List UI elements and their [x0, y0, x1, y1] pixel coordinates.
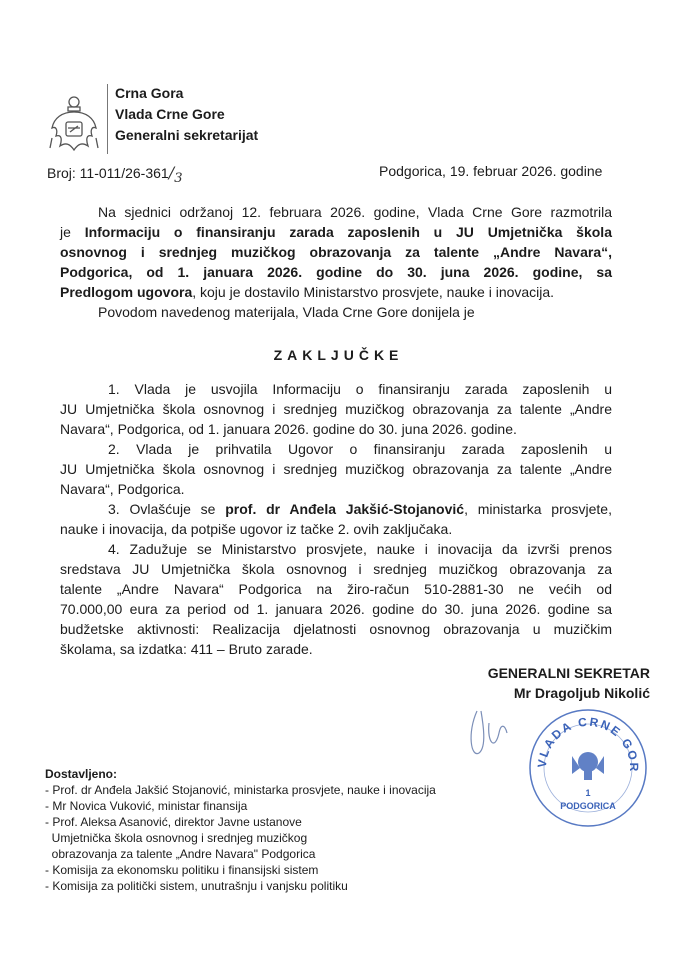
text: školama, sa izdatka: 411 – Bruto zarade.: [60, 641, 313, 657]
coat-of-arms-logo: [48, 94, 100, 161]
header-divider: [107, 84, 108, 154]
bold-text: Podgorica, od 1. januara 2026. godine do 30. juna 2026. godine, sa: [60, 264, 612, 280]
country-name: Crna Gora: [115, 85, 184, 101]
conclusion-line: [60, 399, 612, 419]
conclusion-line: [60, 619, 612, 639]
bold-text: Informaciju o finansiranju zarada zaposlenih u JU Umjetnička škola: [84, 224, 612, 240]
text: , ministarka prosvjete,: [464, 501, 612, 517]
paragraph-line: [60, 202, 612, 222]
text: 4. Zadužuje se Ministarstvo prosvjete, nauke i inovacija da izvrši prenos: [108, 541, 612, 557]
handwritten-signature: [465, 703, 525, 768]
text: nauke i inovacija, da potpiše ugovor iz tačke 2. ovih zaključaka.: [60, 521, 453, 537]
text: Povodom navedenog materijala, Vlada Crne Gore donijela je: [98, 304, 475, 320]
bold-text: prof. dr Anđela Jakšić-Stojanović: [225, 501, 465, 517]
text: 2. Vlada je prihvatila Ugovor o finansiranju zarada zaposlenih u: [108, 441, 612, 457]
conclusion-line: [60, 499, 612, 519]
text: 3. Ovlašćuje se: [108, 501, 226, 517]
government-name: Vlada Crne Gore: [115, 106, 225, 122]
paragraph-line: [60, 222, 612, 242]
letterhead: [115, 83, 258, 146]
text: Navara“, Podgorica, od 1. januara 2026. godine do 30. juna 2026. godine.: [60, 421, 517, 437]
bold-text: Predlogom ugovora: [60, 284, 193, 300]
official-stamp: [526, 706, 650, 835]
reference-suffix: 3: [174, 171, 183, 187]
conclusion-line: [60, 479, 612, 499]
signatory-name: Mr Dragoljub Nikolić: [513, 685, 650, 701]
text: Navara“, Podgorica.: [60, 481, 185, 497]
conclusions-heading: ZAKLJUČKE: [273, 347, 404, 363]
reference-number-text: Broj: 11-011/26-361: [47, 165, 169, 181]
conclusion-line: [60, 539, 612, 559]
distribution-item: - Mr Novica Vuković, ministar finansija: [45, 799, 248, 813]
distribution-item: - Prof. dr Anđela Jakšić Stojanović, ministarka prosvjete, nauke i inovacija: [45, 783, 436, 797]
conclusion-line: [60, 419, 612, 439]
paragraph-line: [60, 242, 612, 262]
distribution-title: Dostavljeno:: [45, 767, 118, 781]
paragraph-line: [60, 262, 612, 282]
paragraph-line: [60, 282, 612, 302]
text: 1. Vlada je usvojila Informaciju o finansiranju zarada zaposlenih u: [108, 381, 612, 397]
distribution-item: Umjetnička škola osnovnog i srednjeg muzičkog: [45, 831, 308, 845]
conclusion-line: [60, 599, 612, 619]
text: , koju je dostavilo Ministarstvo prosvjete, nauke i inovacija.: [192, 284, 555, 300]
conclusion-line: [60, 639, 612, 659]
department-name: Generalni sekretarijat: [115, 127, 259, 143]
stamp-city: PODGORICA: [560, 801, 616, 811]
text: budžetske aktivnosti: Realizacija djelatnosti osnovnog obrazovanja u muzičkim: [60, 621, 612, 637]
paragraph-line: [60, 302, 612, 322]
conclusion-line: [60, 459, 612, 479]
text: sredstava JU Umjetnička škola osnovnog i srednjeg muzičkog obrazovanja za: [60, 561, 612, 577]
text: 70.000,00 eura za period od 1. januara 2026. godine do 30. juna 2026. godine sa: [60, 601, 612, 617]
text: Na sjednici održanoj 12. februara 2026. godine, Vlada Crne Gore razmotrila: [98, 204, 612, 220]
stamp-text: VLADA CRNE GOR: [534, 714, 642, 774]
conclusion-line: [60, 439, 612, 459]
conclusions-list: [60, 379, 612, 659]
text: je: [60, 224, 85, 240]
signatory-title: GENERALNI SEKRETAR: [487, 665, 650, 681]
distribution-item: obrazovanja za talente „Andre Navara" Podgorica: [45, 847, 316, 861]
intro-paragraph: [60, 202, 612, 322]
conclusion-line: [60, 559, 612, 579]
bold-text: osnovnog i srednjeg muzičkog obrazovanja za talente „Andre Navara“,: [60, 244, 612, 260]
conclusion-line: [60, 379, 612, 399]
place-date: Podgorica, 19. februar 2026. godine: [379, 163, 603, 179]
conclusion-line: [60, 519, 612, 539]
reference-number: Broj: $11-011/26-361/_3$: [47, 163, 183, 187]
distribution-item: - Komisija za politički sistem, unutrašnju i vanjsku politiku: [45, 879, 348, 893]
text: JU Umjetnička škola osnovnog i srednjeg muzičkog obrazovanja za talente „Andre: [60, 401, 612, 417]
text: JU Umjetnička škola osnovnog i srednjeg muzičkog obrazovanja za talente „Andre: [60, 461, 612, 477]
document-body: [45, 202, 650, 894]
distribution-item: - Komisija za ekonomsku politiku i finansijski sistem: [45, 863, 319, 877]
stamp-number: 1: [585, 788, 591, 798]
text: talente „Andre Navara“ Podgorica na žiro-račun 510-2881-30 ne većih od: [60, 581, 612, 597]
distribution-item: - Prof. Aleksa Asanović, direktor Javne ustanove: [45, 815, 302, 829]
conclusion-line: [60, 579, 612, 599]
